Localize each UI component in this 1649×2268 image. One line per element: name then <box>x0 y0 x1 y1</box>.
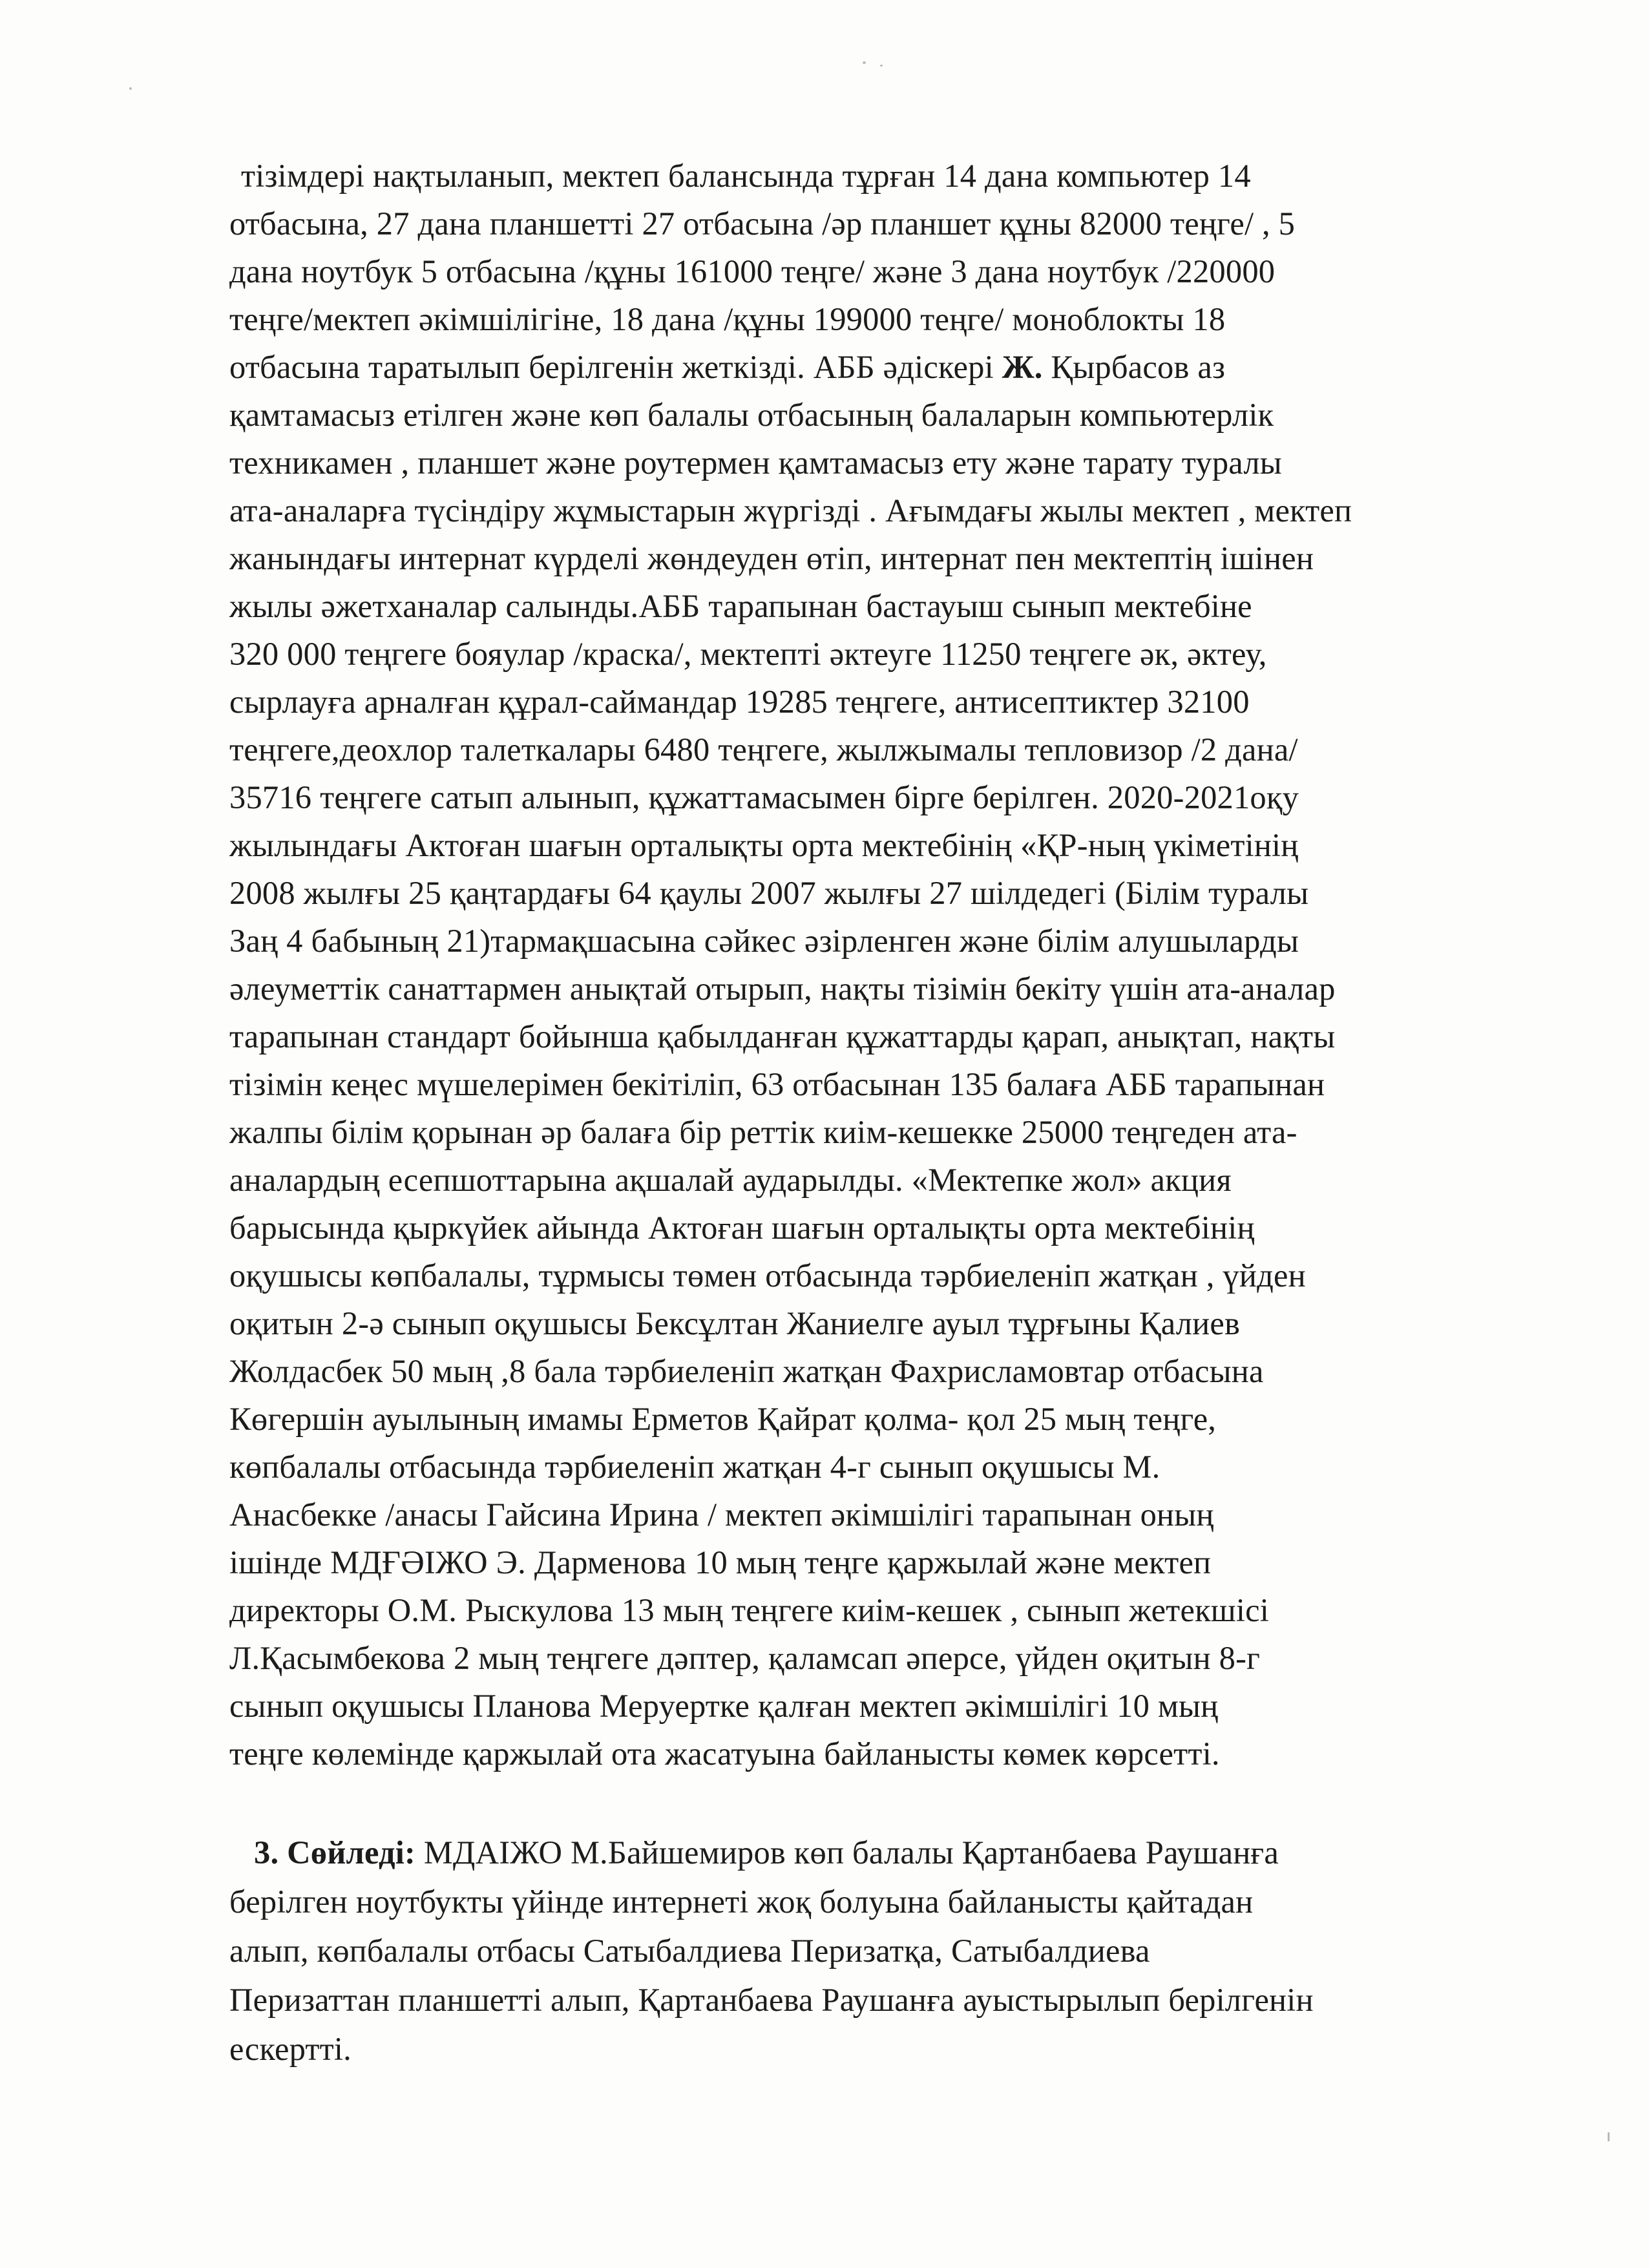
text-line: алып, көпбалалы отбасы Сатыбалдиева Перизатқа, Сатыбалдиева <box>229 1933 1150 1969</box>
text-line: оқитын 2-ә сынып оқушысы Бексұлтан Жаниелге ауыл тұрғыны Қалиев <box>229 1305 1241 1341</box>
text-line: Перизаттан планшетті алып, Қартанбаева Раушанға ауыстырылып берілгенін <box>229 1982 1314 2018</box>
text-line: жанындағы интернат күрделі жөндеуден өтіп, интернат пен мектептің ішінен <box>229 540 1314 576</box>
text-line: тізімдері нақтыланып, мектеп балансында тұрған 14 дана компьютер 14 <box>241 158 1251 194</box>
paragraph-1 <box>229 152 1538 1778</box>
text-line: тізімін кеңес мүшелерімен бекітіліп, 63 отбасынан 135 балаға АББ тарапынан <box>229 1066 1325 1102</box>
text-line: жалпы білім қорынан әр балаға бір реттік киім-кешекке 25000 теңгеден ата- <box>229 1114 1297 1150</box>
text-line: берілген ноутбукты үйінде интернеті жоқ болуына байланысты қайтадан <box>229 1884 1254 1920</box>
text-line: Анасбекке /анасы Гайсина Ирина / мектеп әкімшілігі тарапынан оның <box>229 1496 1214 1533</box>
text-line: аналардың есепшоттарына ақшалай аударылды. «Мектепке жол» акция <box>229 1162 1232 1198</box>
text-line: барысында қыркүйек айында Актоған шағын орталықты орта мектебінің <box>229 1210 1255 1246</box>
scan-speck <box>880 65 883 67</box>
text-line: теңге/мектеп әкімшілігіне, 18 дана /құны 199000 теңге/ моноблокты 18 <box>229 301 1226 337</box>
text-line: әлеуметтік санаттармен анықтай отырып, нақты тізімін бекіту үшін ата-аналар <box>229 971 1336 1007</box>
text-line: 2008 жылғы 25 қаңтардағы 64 қаулы 2007 жылғы 27 шілдедегі (Білім туралы <box>229 875 1309 911</box>
text-line <box>229 1828 1538 1877</box>
text-line: отбасына, 27 дана планшетті 27 отбасына /әр планшет құны 82000 теңге/ , 5 <box>229 205 1296 242</box>
text-line: теңге көлемінде қаржылай ота жасатуына байланысты көмек көрсетті. <box>229 1736 1220 1772</box>
text-line: Жолдасбек 50 мың ,8 бала тәрбиеленіп жатқан Фахрисламовтар отбасына <box>229 1353 1264 1389</box>
text-line: теңгеге,деохлор талеткалары 6480 теңгеге, жылжымалы тепловизор /2 дана/ <box>229 731 1298 768</box>
text-line: көпбалалы отбасында тәрбиеленіп жатқан 4-г сынып оқушысы М. <box>229 1449 1161 1485</box>
paragraph-2 <box>229 1828 1538 2074</box>
text-line: Заң 4 бабының 21)тармақшасына сәйкес әзірленген және білім алушыларды <box>229 923 1299 959</box>
text-line: тарапынан стандарт бойынша қабылданған құжаттарды қарап, анықтап, нақты <box>229 1018 1336 1055</box>
bold-initial: Ж. <box>1002 349 1043 385</box>
text-line: оқушысы көпбалалы, тұрмысы төмен отбасында тәрбиеленіп жатқан , үйден <box>229 1257 1306 1294</box>
text-line: Көгершін ауылының имамы Ерметов Қайрат қолма- қол 25 мың теңге, <box>229 1401 1217 1437</box>
text-line: ішінде МДҒӘІЖО Э. Дарменова 10 мың теңге қаржылай және мектеп <box>229 1544 1212 1580</box>
text-line: Л.Қасымбекова 2 мың теңгеге дәптер, қаламсап әперсе, үйден оқитын 8-г <box>229 1640 1261 1676</box>
text-line: сырлауға арналған құрал-саймандар 19285 теңгеге, антисептиктер 32100 <box>229 684 1250 720</box>
text-line: дана ноутбук 5 отбасына /құны 161000 теңге/ және 3 дана ноутбук /220000 <box>229 253 1276 289</box>
body-text <box>229 152 1538 2074</box>
item-label: 3. Сөйледі: <box>254 1834 415 1871</box>
text-line <box>229 343 1538 391</box>
text-line: директоры О.М. Рыскулова 13 мың теңгеге киім-кешек , сынып жетекшісі <box>229 1592 1269 1628</box>
text-line: жылындағы Актоған шағын орталықты орта мектебінің «ҚР-ның үкіметінің <box>229 827 1299 863</box>
text-line: ескертті. <box>229 2031 352 2067</box>
text-line: жылы әжетханалар салынды.АББ тарапынан бастауыш сынып мектебіне <box>229 588 1252 624</box>
scan-speck <box>129 87 132 90</box>
text-line: ата-аналарға түсіндіру жұмыстарын жүргізді . Ағымдағы жылы мектеп , мектеп <box>229 492 1352 529</box>
scan-speck <box>863 61 866 64</box>
line-text: отбасына таратылып берілгенін жеткізді. АББ әдіскері <box>229 349 1002 385</box>
text-line: қамтамасыз етілген және көп балалы отбасының балаларын компьютерлік <box>229 397 1274 433</box>
scan-speck <box>1608 2132 1610 2141</box>
text-line: 35716 теңгеге сатып алынып, құжаттамасымен бірге берілген. 2020-2021оқу <box>229 779 1299 815</box>
text-line: 320 000 теңгеге бояулар /краска/, мектепті әктеуге 11250 теңгеге әк, әктеу, <box>229 636 1267 672</box>
line-text: Қырбасов аз <box>1042 349 1226 385</box>
line-text: МДАІЖО М.Байшемиров көп балалы Қартанбаева Раушанға <box>415 1834 1279 1871</box>
text-line: сынып оқушысы Планова Меруертке қалған мектеп әкімшілігі 10 мың <box>229 1688 1219 1724</box>
text-line: техникамен , планшет және роутермен қамтамасыз ету және тарату туралы <box>229 445 1282 481</box>
paragraph-gap <box>229 1778 1538 1828</box>
